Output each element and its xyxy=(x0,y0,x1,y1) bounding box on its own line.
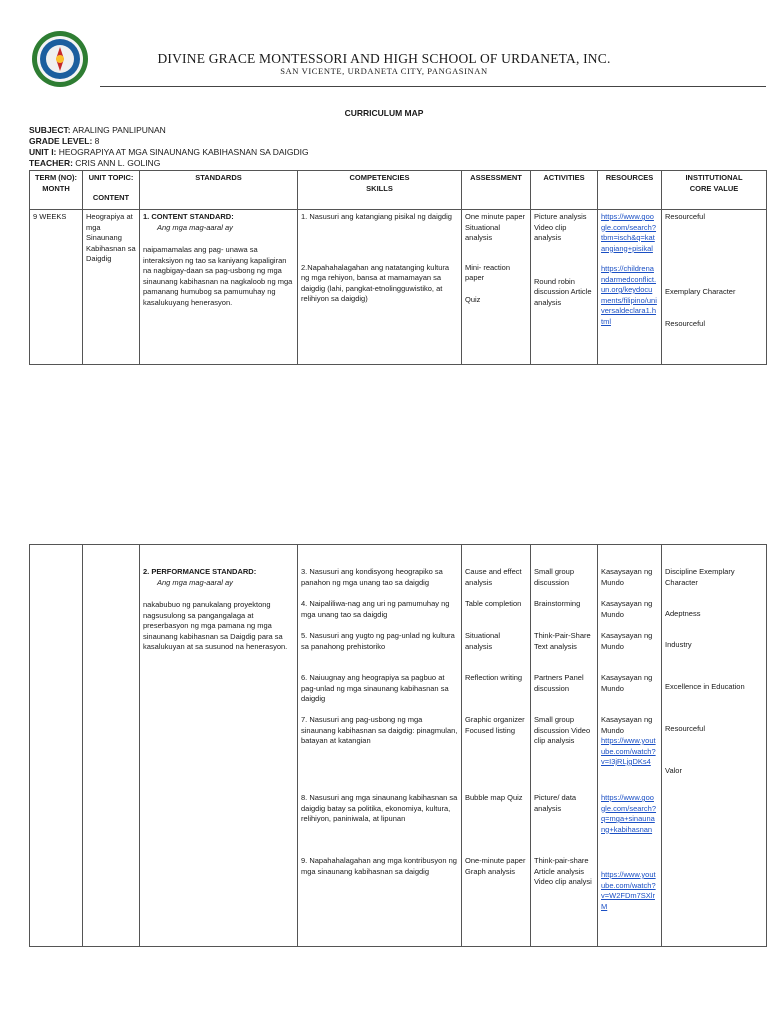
term-cell xyxy=(30,545,83,947)
document-meta xyxy=(29,125,309,169)
topic-cell xyxy=(83,545,140,947)
resource-link[interactable]: https://www.youtube.com/watch?v=I3jRLjgDKs4 xyxy=(601,736,656,766)
header-core-value: INSTITUTIONAL CORE VALUE xyxy=(662,171,767,210)
resources-cell xyxy=(598,210,662,365)
assessment-cell: Cause and effect analysis Table completion Situational analysis Reflection writing Graphic organizer Focused listing Bubble map Quiz One-minute paper Graph analysis xyxy=(462,545,531,947)
header-competencies: COMPETENCIES SKILLS xyxy=(298,171,462,210)
header-resources: RESOURCES xyxy=(598,171,662,210)
resource-link[interactable]: https://www.google.com/search?tbm=isch&q=katangiang+pisikal xyxy=(601,212,657,253)
curriculum-table-2 xyxy=(29,544,767,947)
table-row xyxy=(30,545,767,947)
school-name: DIVINE GRACE MONTESSORI AND HIGH SCHOOL OF URDANETA, INC. xyxy=(157,51,611,66)
subject-label: SUBJECT: xyxy=(29,125,71,135)
header-term: TERM (NO): MONTH xyxy=(30,171,83,210)
competency-2: 2.Napahahalagahan ang natatanging kultura ng mga rehiyon, bansa at mamamayan sa daigdig (lahi, pangkat-etnolingguwistiko, at relihiyon sa daigdig) xyxy=(301,262,450,303)
activities-cell: Small group discussion Brainstorming Think-Pair-Share Text analysis Partners Panel discussion Small group discussion Video clip analysis Picture/ data analysis Think-pair-share Article analysis Video clip analysi xyxy=(531,545,598,947)
grade-value: 8 xyxy=(92,136,100,146)
header-unit-topic: UNIT TOPIC: CONTENT xyxy=(83,171,140,210)
term-cell: 9 WEEKS xyxy=(30,210,83,365)
unit-value: HEOGRAPIYA AT MGA SINAUNANG KABIHASNAN SA DAIGDIG xyxy=(56,147,309,157)
header-standards: STANDARDS xyxy=(140,171,298,210)
competency-cell xyxy=(298,210,462,365)
standard-cell xyxy=(140,210,298,365)
topic-cell: Heograpiya at mga Sinaunang Kabihasnan sa Daigdig xyxy=(83,210,140,365)
core-value-cell: Discipline Exemplary Character Adeptness Industry Excellence in Education Resourceful Valor xyxy=(662,545,767,947)
resources-cell: Kasaysayan ng Mundo Kasaysayan ng Mundo Kasaysayan ng Mundo Kasaysayan ng Mundo Kasaysayan ng Mundo https://www.youtube.com/watch?v=I3jRLjgDKs4 https://www.google.com/search?q=mga+sinaunang+kabihasnan https://www.youtube.com/watch?v=W2FDm7SXlrM xyxy=(598,545,662,947)
header-assessment: ASSESSMENT xyxy=(462,171,531,210)
core-value-cell: Resourceful Exemplary Character Resourceful xyxy=(662,210,767,365)
standard-subtitle: Ang mga mag-aaral ay xyxy=(157,222,233,232)
unit-label: UNIT I: xyxy=(29,147,57,157)
school-address: SAN VICENTE, URDANETA CITY, PANGASINAN xyxy=(280,66,488,76)
resource-link[interactable]: https://childrenandarmedconflict.un.org/keydocuments/filipino/universaldeclara1.html xyxy=(601,264,657,326)
standard-body: nakabubuo ng panukalang proyektong nagsusulong sa pangangalaga at preserbasyon ng mga pamana ng mga sinaunang kabihasnan sa Daigdig para sa kasalukuyan at sa susunod na henerasyon. xyxy=(143,600,288,651)
header-activities: ACTIVITIES xyxy=(531,171,598,210)
standard-title: 1. CONTENT STANDARD: xyxy=(143,212,234,221)
curriculum-table-1 xyxy=(29,170,767,365)
standard-cell xyxy=(140,545,298,947)
subject-value: ARALING PANLIPUNAN xyxy=(70,125,166,135)
table-row xyxy=(30,210,767,365)
header-divider xyxy=(100,86,766,87)
standard-title: 2. PERFORMANCE STANDARD: xyxy=(143,567,257,576)
document-title: CURRICULUM MAP xyxy=(344,108,424,118)
assessment-cell: One minute paper Situational analysis Mini- reaction paper Quiz xyxy=(462,210,531,365)
activities-cell: Picture analysis Video clip analysis Round robin discussion Article analysis xyxy=(531,210,598,365)
competency-cell: 3. Nasusuri ang kondisyong heograpiko sa panahon ng mga unang tao sa daigdig 4. Naipaliliwa-nag ang uri ng pamumuhay ng mga unang tao sa daigdig 5. Nasusuri ang yugto ng pag-unlad ng kultura sa panahong prehistoriko 6. Naiuugnay ang heograpiya sa pagbuo at pag-unlad ng mga sinaunang kabihasnan sa daigdig 7. Nasusuri ang pag-usbong ng mga sinaunang kabihasnan sa daigdig: pinagmulan, batayan at katangian 8. Nasusuri ang mga sinaunang kabihasnan sa daigdig batay sa politika, ekonomiya, kultura, relihiyon, paniniwala, at lipunan 9. Napahahalagahan ang mga kontribusyon ng mga sinaunang kabihasnan sa daigdig xyxy=(298,545,462,947)
competency-1: 1. Nasusuri ang katangiang pisikal ng daigdig xyxy=(301,212,452,221)
table-header-row xyxy=(30,171,767,210)
teacher-label: TEACHER: xyxy=(29,158,73,168)
grade-label: GRADE LEVEL: xyxy=(29,136,93,146)
standard-body: naipamamalas ang pag- unawa sa interaksiyon ng tao sa kaniyang kapaligiran na nagbigay-daan sa pag-usbong ng mga sinaunang kabihasnan na nagkaloob ng mga pamanang humubog sa pamumuhay ng kasalukuyang henerasyon. xyxy=(143,245,293,307)
standard-subtitle: Ang mga mag-aaral ay xyxy=(157,577,233,587)
resource-link[interactable]: https://www.youtube.com/watch?v=W2FDm7SXlrM xyxy=(601,870,656,911)
resource-link[interactable]: https://www.google.com/search?q=mga+sinaunang+kabihasnan xyxy=(601,793,657,834)
teacher-value: CRIS ANN L. GOLING xyxy=(72,158,161,168)
